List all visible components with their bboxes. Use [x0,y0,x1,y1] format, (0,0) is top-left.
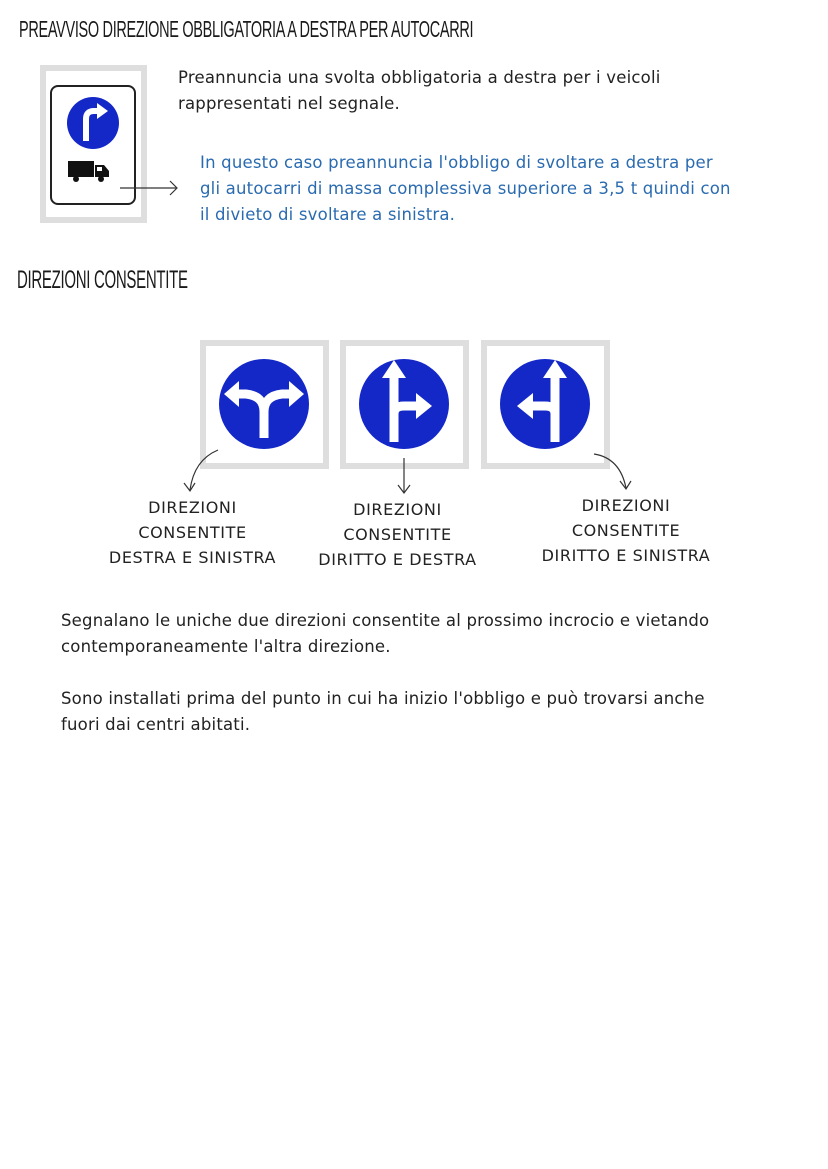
sign-frame-diritto-destra [340,340,469,469]
paragraph-line: Segnalano le uniche due direzioni consentite al prossimo incrocio e vietando [61,611,710,630]
caption-diritto-destra [305,497,490,572]
note-line: il divieto di svoltare a sinistra. [200,205,456,224]
direzioni-paragraph-1 [61,608,709,660]
section-title-direzioni-consentite: DIREZIONI CONSENTITE [17,266,188,294]
caption-line: CONSENTITE [138,523,247,542]
description-line: Preannuncia una svolta obbligatoria a destra per i veicoli [178,68,661,87]
caption-line: DIREZIONI [353,500,442,519]
note-line: In questo caso preannuncia l'obbligo di svoltare a destra per [200,153,713,172]
pointer-arrow-icon [394,456,414,496]
paragraph-line: fuori dai centri abitati. [61,715,251,734]
pointer-arrow-icon [118,178,182,198]
caption-line: DIRITTO E DESTRA [318,550,477,569]
caption-line: CONSENTITE [343,525,452,544]
direzioni-paragraph-2 [61,686,705,738]
caption-line: DIREZIONI [148,498,237,517]
caption-destra-sinistra [100,495,285,570]
caption-line: DIRITTO E SINISTRA [541,546,711,565]
straight-right-arrows-sign-icon [346,346,463,463]
paragraph-line: contemporaneamente l'altra direzione. [61,637,391,656]
description-line: rappresentati nel segnale. [178,94,400,113]
paragraph-line: Sono installati prima del punto in cui ha inizio l'obbligo e può trovarsi anche [61,689,705,708]
caption-line: DESTRA E SINISTRA [108,548,277,567]
section-title-preavviso: PREAVVISO DIREZIONE OBBLIGATORIA A DESTRA PER AUTOCARRI [19,16,474,42]
caption-line: CONSENTITE [571,521,681,540]
straight-left-arrows-sign-icon [487,346,604,463]
sign-frame-preavviso [40,65,147,223]
caption-diritto-sinistra [530,493,722,568]
caption-line: DIREZIONI [581,496,671,515]
pointer-arrow-icon [590,450,640,496]
note-line: gli autocarri di massa complessiva superiore a 3,5 t quindi con [200,179,731,198]
preavviso-note [200,150,731,228]
preavviso-description [178,65,661,117]
pointer-arrow-icon [180,448,230,496]
left-right-arrows-sign-icon [206,346,323,463]
